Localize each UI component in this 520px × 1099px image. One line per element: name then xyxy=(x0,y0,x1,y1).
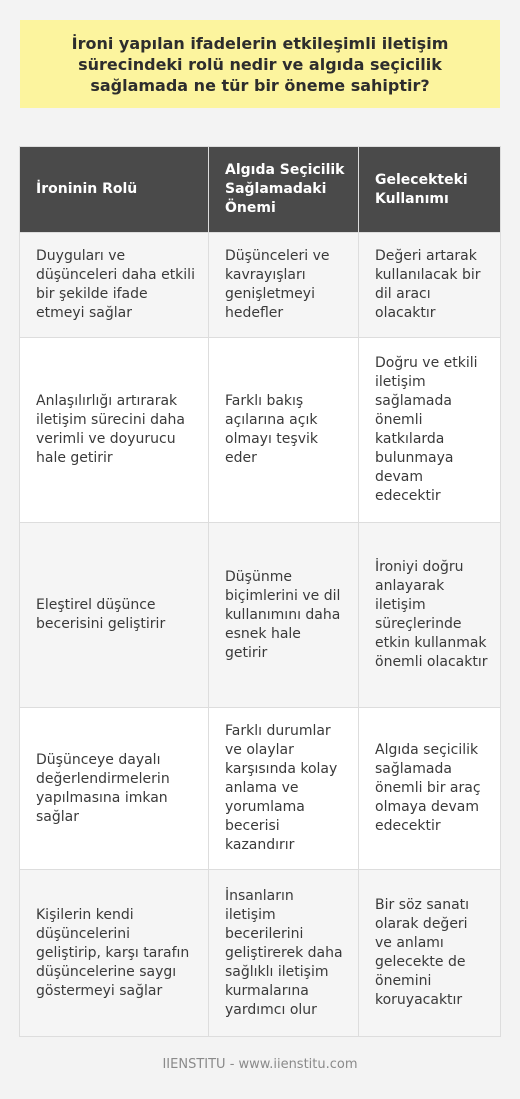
table-cell: Anlaşılırlığı artırarak iletişim sürecini daha verimli ve doyurucu hale getirir xyxy=(20,338,209,523)
table-cell: Düşünceleri ve kavrayışları genişletmeyi hedefler xyxy=(209,233,359,338)
table-cell: Algıda seçicilik sağlamada önemli bir araç olmaya devam edecektir xyxy=(359,708,501,870)
table-cell: İroniyi doğru anlayarak iletişim süreçlerinde etkin kullanmak önemli olacaktır xyxy=(359,523,501,708)
table-cell: Eleştirel düşünce becerisini geliştirir xyxy=(20,523,209,708)
header-role: İroninin Rolü xyxy=(20,147,209,233)
footer-credit: IIENSTITU - www.iienstitu.com xyxy=(162,1057,358,1072)
table-cell: Düşünceye dayalı değerlendirmelerin yapılmasına imkan sağlar xyxy=(20,708,209,870)
table-row xyxy=(20,523,501,708)
table-header-row xyxy=(20,147,501,233)
table-cell: Düşünme biçimlerini ve dil kullanımını daha esnek hale getirir xyxy=(209,523,359,708)
table-cell: Duyguları ve düşünceleri daha etkili bir şekilde ifade etmeyi sağlar xyxy=(20,233,209,338)
table-row xyxy=(20,870,501,1037)
table-cell: Farklı durumlar ve olaylar karşısında kolay anlama ve yorumlama becerisi kazandırır xyxy=(209,708,359,870)
table-cell: Kişilerin kendi düşüncelerini geliştirip, karşı tarafın düşüncelerine saygı göstermeyi sağlar xyxy=(20,870,209,1037)
table-cell: Değeri artarak kullanılacak bir dil aracı olacaktır xyxy=(359,233,501,338)
header-importance: Algıda Seçicilik Sağlamadaki Önemi xyxy=(209,147,359,233)
table-row xyxy=(20,233,501,338)
table-cell: İnsanların iletişim becerilerini geliştirerek daha sağlıklı iletişim kurmalarına yardımcı olur xyxy=(209,870,359,1037)
table-cell: Farklı bakış açılarına açık olmayı teşvik eder xyxy=(209,338,359,523)
comparison-table xyxy=(19,146,501,1037)
header-future-use: Gelecekteki Kullanımı xyxy=(359,147,501,233)
table-row xyxy=(20,338,501,523)
table-row xyxy=(20,708,501,870)
table-cell: Doğru ve etkili iletişim sağlamada önemli katkılarda bulunmaya devam edecektir xyxy=(359,338,501,523)
question-title: İroni yapılan ifadelerin etkileşimli iletişim sürecindeki rolü nedir ve algıda seçicilik sağlamada ne tür bir öneme sahiptir? xyxy=(71,33,449,95)
question-title-box xyxy=(20,20,500,108)
table-cell: Bir söz sanatı olarak değeri ve anlamı gelecekte de önemini koruyacaktır xyxy=(359,870,501,1037)
